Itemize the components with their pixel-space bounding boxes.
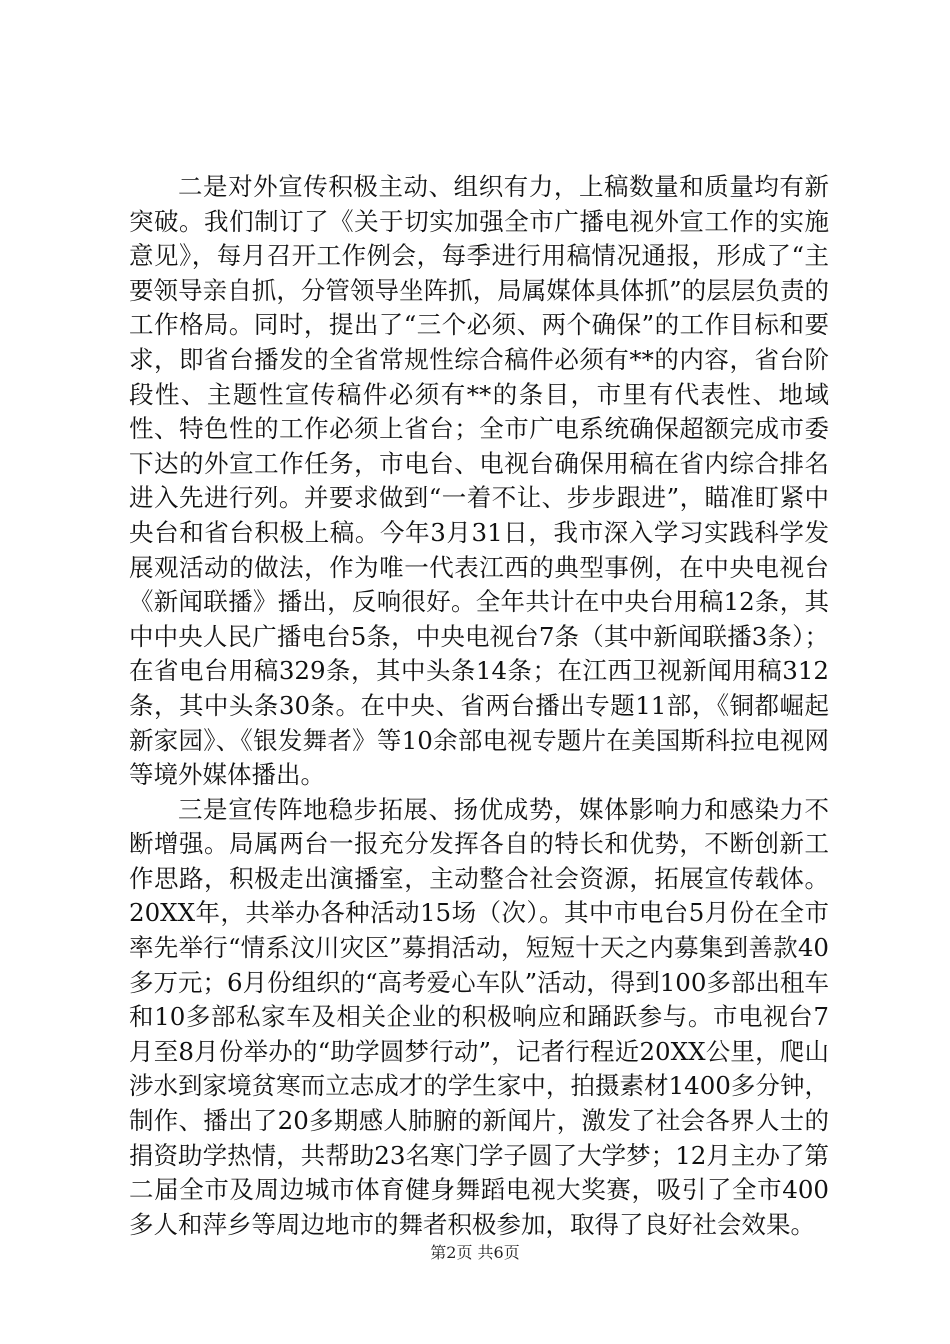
paragraph-external-publicity: 二是对外宣传积极主动、组织有力，上稿数量和质量均有新突破。我们制订了《关于切实加强全市广播电视外宣工作的实施意见》，每月召开工作例会，每季进行用稿情况通报，形成了“主要领导亲自抓，分管领导坐阵抓，局属媒体具体抓”的层层负责的工作格局。同时，提出了“三个必须、两个确保”的工作目标和要求，即省台播发的全省常规性综合稿件必须有**的内容，省台阶段性、主题性宣传稿件必须有**的条目，市里有代表性、地域性、特色性的工作必须上省台；全市广电系统确保超额完成市委下达的外宣工作任务，市电台、电视台确保用稿在省内综合排名进入先进行列。并要求做到“一着不让、步步跟进”，瞄准盯紧中央台和省台积极上稿。今年3月31日，我市深入学习实践科学发展观活动的做法，作为唯一代表江西的典型事例，在中央电视台《新闻联播》播出，反响很好。全年共计在中央台用稿12条，其中中央人民广播电台5条，中央电视台7条（其中新闻联播3条）；在省电台用稿329条，其中头条14条；在江西卫视新闻用稿312条，其中头条30条。在中央、省两台播出专题11部，《铜都崛起新家园》、《银发舞者》等10余部电视专题片在美国斯科拉电视网等境外媒体播出。 [129, 172, 829, 790]
paragraph-media-expansion: 三是宣传阵地稳步拓展、扬优成势，媒体影响力和感染力不断增强。局属两台一报充分发挥各自的特长和优势，不断创新工作思路，积极走出演播室，主动整合社会资源，拓展宣传载体。20XX年，共举办各种活动15场（次）。其中市电台5月份在全市率先举行“情系汶川灾区”募捐活动，短短十天之内募集到善款40多万元；6月份组织的“高考爱心车队”活动，得到100多部出租车和10多部私家车及相关企业的积极响应和踊跃参与。市电视台7月至8月份举办的“助学圆梦行动”，记者行程近20XX公里，爬山涉水到家境贫寒而立志成才的学生家中，拍摄素材1400多分钟，制作、播出了20多期感人肺腑的新闻片，激发了社会各界人士的捐资助学热情，共帮助23名寒门学子圆了大学梦；12月主办了第二届全市及周边城市体育健身舞蹈电视大奖赛，吸引了全市400多人和萍乡等周边地市的舞者积极参加，取得了良好社会效果。 [129, 794, 829, 1239]
document-body [129, 170, 829, 1242]
page-footer: 第2页 共6页 [430, 1243, 520, 1262]
